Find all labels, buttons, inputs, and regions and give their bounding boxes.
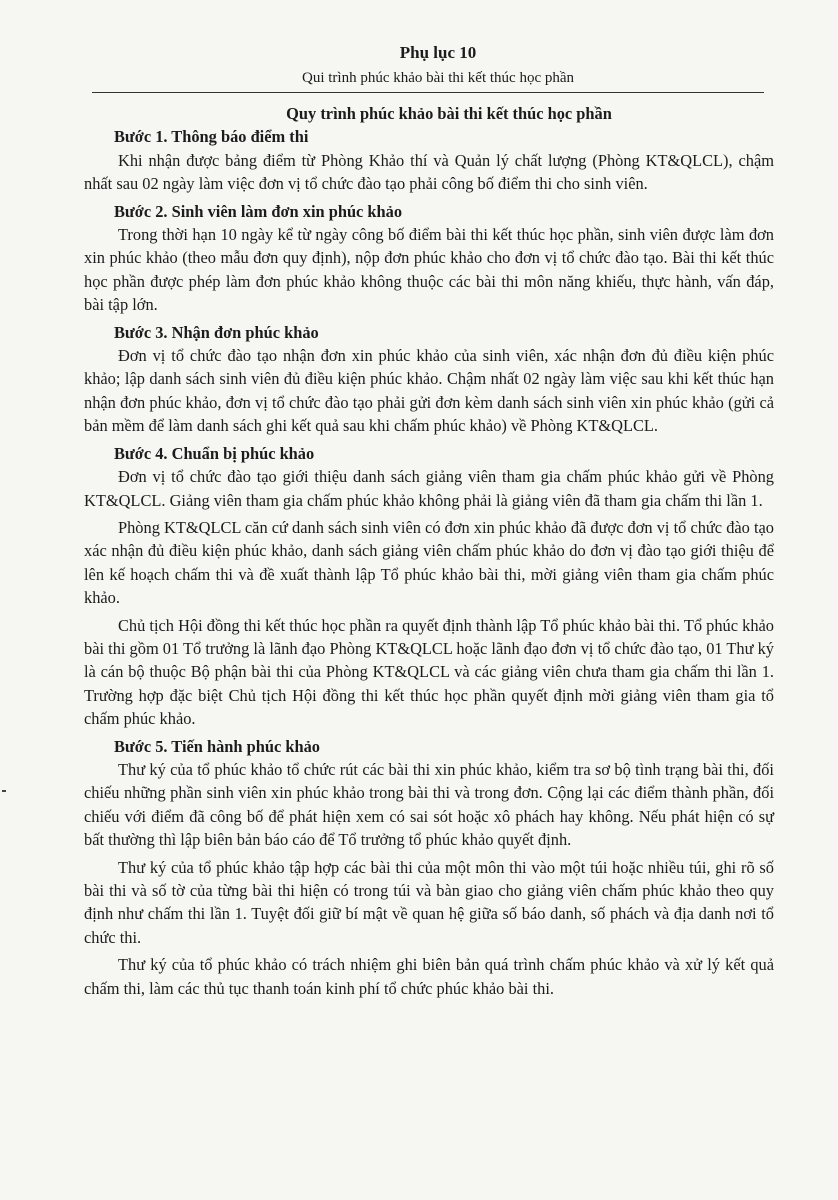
- appendix-title: Phụ lục 10: [399, 43, 477, 62]
- step-paragraph: Đơn vị tổ chức đào tạo nhận đơn xin phúc khảo của sinh viên, xác nhận đơn đủ điều kiện phúc khảo; lập danh sách sinh viên đủ điều kiện phúc khảo. Chậm nhất 02 ngày làm việc sau khi kết thúc hạn nhận đơn phúc khảo, đơn vị tổ chức đào tạo phải gửi đơn kèm danh sách sinh viên xin phúc khảo (gửi cả bản mềm để làm danh sách ghi kết quả sau khi chấm phúc khảo) về Phòng KT&QLCL.: [84, 346, 774, 436]
- page-header: [92, 42, 764, 88]
- step-paragraph: Đơn vị tổ chức đào tạo giới thiệu danh sách giảng viên tham gia chấm phúc khảo gửi về Phòng KT&QLCL. Giảng viên tham gia chấm phúc khảo không phải là giảng viên đã tham gia chấm thi lần 1.: [84, 467, 774, 510]
- step-paragraph: Thư ký của tổ phúc khảo có trách nhiệm ghi biên bản quá trình chấm phúc khảo và xử lý kết quả chấm thi, làm các thủ tục thanh toán kinh phí tổ chức phúc khảo bài thi.: [84, 955, 774, 998]
- step-heading: Bước 2. Sinh viên làm đơn xin phúc khảo: [114, 201, 403, 221]
- appendix-subtitle: Qui trình phúc khảo bài thi kết thúc học phần: [301, 70, 575, 86]
- header-divider: [92, 92, 764, 93]
- step-1: [84, 125, 774, 195]
- step-heading: Bước 4. Chuẩn bị phúc khảo: [114, 443, 315, 463]
- step-paragraph: Chủ tịch Hội đồng thi kết thúc học phần ra quyết định thành lập Tổ phúc khảo bài thi. Tổ phúc khảo bài thi gồm 01 Tổ trưởng là lãnh đạo Phòng KT&QLCL hoặc lãnh đạo đơn vị tổ chức đào tạo, 01 Thư ký là cán bộ thuộc Bộ phận bài thi của Phòng KT&QLCL và các giảng viên chưa tham gia chấm thi lần 1. Trường hợp đặc biệt Chủ tịch Hội đồng thi kết thúc học phần quyết định mời giảng viên tham gia tổ chấm phúc khảo.: [84, 615, 774, 729]
- step-3: [84, 321, 774, 438]
- step-heading: Bước 5. Tiến hành phúc khảo: [114, 736, 320, 756]
- step-paragraph: Phòng KT&QLCL căn cứ danh sách sinh viên có đơn xin phúc khảo đã được đơn vị tổ chức đào tạo xác nhận đủ điều kiện phúc khảo, danh sách giảng viên chấm phúc khảo do đơn vị đào tạo giới thiệu để lên kế hoạch chấm thi và đề xuất thành lập Tổ phúc khảo bài thi, mời giảng viên tham gia chấm phúc khảo.: [84, 517, 774, 608]
- step-paragraph: Trong thời hạn 10 ngày kể từ ngày công bố điểm bài thi kết thúc học phần, sinh viên được làm đơn xin phúc khảo (theo mẫu đơn quy định), nộp đơn phúc khảo cho đơn vị tổ chức đào tạo. Bài thi kết thúc học phần được phép làm đơn phúc khảo không thuộc các bài thi môn năng khiếu, thực hành, vấn đáp, bài tập lớn.: [84, 225, 774, 315]
- step-paragraph: Thư ký của tổ phúc khảo tổ chức rút các bài thi xin phúc khảo, kiểm tra sơ bộ tình trạng bài thi, đối chiếu những phần sinh viên xin phúc khảo trong bài thi và trong đơn. Cộng lại các điểm thành phần, đối chiếu với điểm đã công bố để phát hiện xem có sai sót hoặc xô phách hay không. Nếu phát hiện có sự bất thường thì lập biên bản báo cáo để Tổ trưởng tổ phúc khảo quyết định.: [84, 759, 774, 850]
- step-4: [84, 442, 774, 731]
- margin-mark: [2, 790, 6, 792]
- step-paragraph: Thư ký của tổ phúc khảo tập hợp các bài thi của một môn thi vào một túi hoặc nhiều túi, ghi rõ số bài thi và số tờ của từng bài thi hiện có trong túi và bàn giao cho giảng viên chấm phúc khảo theo quy định như chấm thi lần 1. Tuyệt đối giữ bí mật về quan hệ giữa số báo danh, số phách và địa danh nơi tổ chức thi.: [84, 857, 774, 947]
- step-5: [84, 735, 774, 1000]
- step-heading: Bước 3. Nhận đơn phúc khảo: [114, 322, 319, 342]
- document-body: [84, 102, 774, 1004]
- step-2: [84, 200, 774, 317]
- document-title: Quy trình phúc khảo bài thi kết thúc học phần: [286, 104, 612, 123]
- step-heading: Bước 1. Thông báo điểm thi: [114, 127, 309, 147]
- step-paragraph: Khi nhận được bảng điểm từ Phòng Khảo thí và Quản lý chất lượng (Phòng KT&QLCL), chậm nhất sau 02 ngày làm việc đơn vị tổ chức đào tạo phải công bố điểm thi cho sinh viên.: [84, 150, 774, 194]
